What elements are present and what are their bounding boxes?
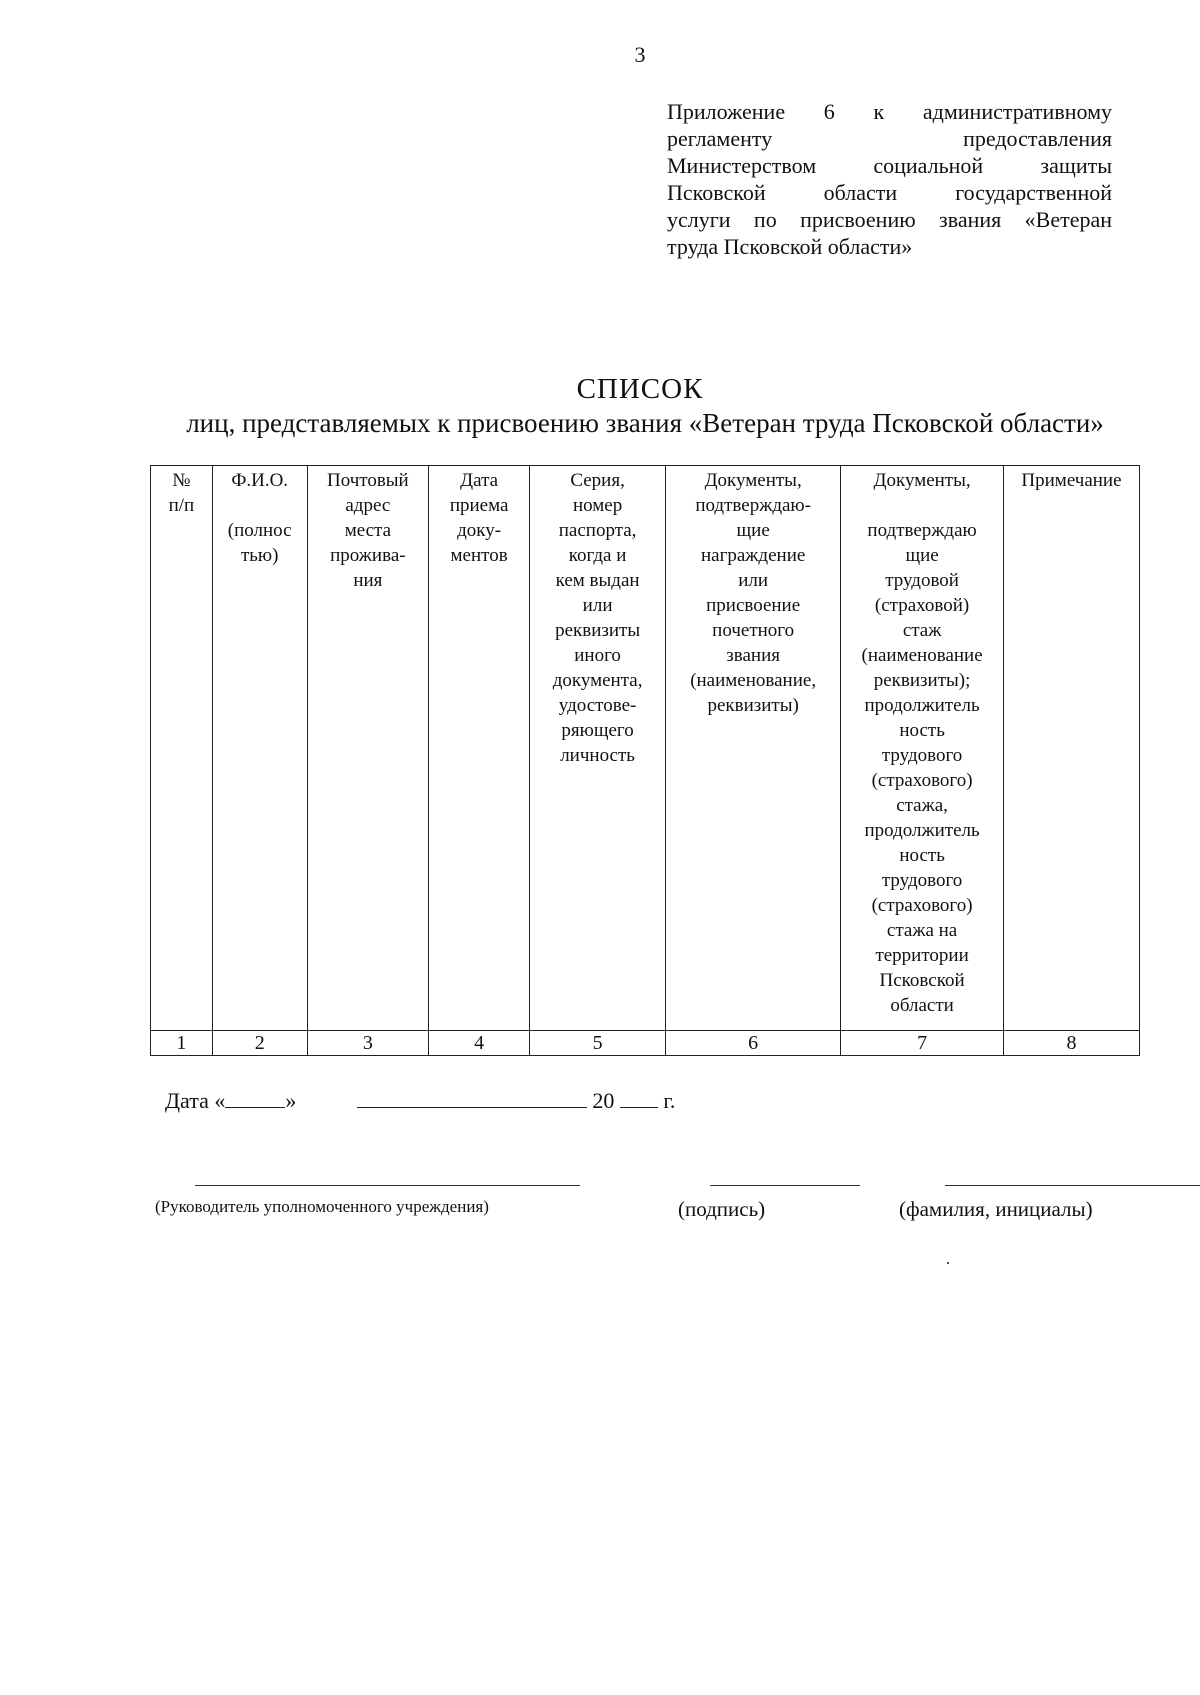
- header-line: подтверждаю-: [695, 495, 811, 516]
- appendix-line: регламенту предоставления: [667, 126, 1112, 151]
- appendix-line: Министерством социальной защиты: [667, 153, 1112, 178]
- date-close-quote: »: [285, 1088, 297, 1113]
- column-number-row: [151, 1031, 1140, 1056]
- header-line: области: [890, 995, 954, 1016]
- header-line: или: [582, 595, 613, 616]
- header-cell-fio: [212, 466, 307, 1031]
- header-line: звания: [726, 645, 780, 666]
- header-line: Примечание: [1021, 470, 1122, 491]
- header-line: ментов: [450, 545, 508, 566]
- date-year-prefix: 20: [592, 1088, 615, 1113]
- appendix-note: [667, 98, 1112, 260]
- header-line: щие: [905, 545, 939, 566]
- header-line: когда и: [568, 545, 627, 566]
- name-signature-line[interactable]: [945, 1185, 1200, 1186]
- header-line: Серия,: [570, 470, 625, 491]
- header-line: (страховой): [874, 595, 970, 616]
- document-title: СПИСОК: [576, 373, 704, 405]
- date-year-suffix: г.: [663, 1088, 676, 1113]
- date-label: Дата «: [165, 1088, 226, 1113]
- header-line: продолжитель: [864, 695, 980, 716]
- header-line: (страхового): [871, 895, 973, 916]
- header-line: личность: [560, 745, 635, 766]
- signature-line[interactable]: [710, 1185, 860, 1186]
- header-line: приема: [449, 495, 509, 516]
- header-line: иного: [574, 645, 621, 666]
- header-line: (наименование: [861, 645, 983, 666]
- header-line: Ф.И.О.: [231, 470, 289, 491]
- header-cell-date: [429, 466, 530, 1031]
- header-line: реквизиты: [555, 620, 641, 641]
- header-line: Документы,: [704, 470, 802, 491]
- header-line: трудового: [881, 870, 963, 891]
- header-line: удостове-: [558, 695, 637, 716]
- head-signature-line[interactable]: [195, 1185, 580, 1186]
- appendix-line: труда Псковской области»: [667, 234, 913, 259]
- header-line: (полнос: [227, 520, 292, 541]
- appendix-line: Псковской области государственной: [667, 180, 1112, 205]
- header-line: ность: [899, 845, 945, 866]
- column-number: 3: [307, 1031, 429, 1056]
- header-line: (наименование,: [690, 670, 817, 691]
- sign-label: (подпись): [678, 1197, 766, 1221]
- column-number: 4: [429, 1031, 530, 1056]
- header-line: подтверждаю: [867, 520, 977, 541]
- header-line: стажа на: [886, 920, 958, 941]
- header-line: стаж: [902, 620, 942, 641]
- header-line: трудового: [881, 745, 963, 766]
- header-line: щие: [736, 520, 770, 541]
- column-number: 1: [151, 1031, 213, 1056]
- head-label: (Руководитель уполномоченного учреждения): [155, 1197, 489, 1216]
- column-number: 7: [841, 1031, 1004, 1056]
- header-cell-address: [307, 466, 429, 1031]
- date-day-blank[interactable]: [225, 1089, 285, 1108]
- table-header-row: [151, 466, 1140, 1031]
- date-line: [165, 1088, 675, 1114]
- header-line: (страхового): [871, 770, 973, 791]
- signature-block: [155, 1185, 1125, 1235]
- header-line: территории: [875, 945, 969, 966]
- header-line: тью): [240, 545, 279, 566]
- header-line: прожива-: [330, 545, 406, 566]
- header-line: реквизиты): [707, 695, 799, 716]
- document-subtitle: лиц, представляемых к присвоению звания «Ветеран труда Псковской области»: [186, 408, 1104, 438]
- appendix-line: услуги по присвоению звания «Ветеран: [667, 207, 1112, 232]
- header-line: стажа,: [896, 795, 948, 816]
- header-line: номер: [572, 495, 623, 516]
- header-line: почетного: [712, 620, 795, 641]
- column-number: 2: [212, 1031, 307, 1056]
- header-line: трудовой: [885, 570, 959, 591]
- column-number: 5: [530, 1031, 666, 1056]
- header-line: продолжитель: [864, 820, 980, 841]
- header-line: присвоение: [706, 595, 801, 616]
- header-line: паспорта,: [558, 520, 637, 541]
- header-line: №: [172, 470, 191, 491]
- column-number: 8: [1003, 1031, 1139, 1056]
- page-number: 3: [634, 42, 646, 67]
- header-line: адрес: [345, 495, 391, 516]
- header-line: места: [344, 520, 392, 541]
- header-line: кем выдан: [555, 570, 640, 591]
- header-line: ность: [899, 720, 945, 741]
- header-line: доку-: [457, 520, 502, 541]
- header-line: Псковской: [879, 970, 965, 991]
- date-year-blank[interactable]: [620, 1089, 658, 1108]
- column-number: 6: [666, 1031, 841, 1056]
- header-cell-passport: [530, 466, 666, 1031]
- header-line: п/п: [168, 495, 195, 516]
- header-cell-awards: [666, 466, 841, 1031]
- header-line: Дата: [460, 470, 499, 491]
- header-line: Документы,: [873, 470, 971, 491]
- name-label: (фамилия, инициалы): [899, 1197, 1093, 1221]
- appendix-line: Приложение 6 к административному: [667, 99, 1112, 124]
- header-line: ния: [353, 570, 383, 591]
- nominees-table: [150, 465, 1140, 1056]
- header-line: или: [738, 570, 769, 591]
- header-line: документа,: [552, 670, 643, 691]
- header-line: [844, 493, 1000, 518]
- header-cell-seniority: [841, 466, 1004, 1031]
- header-line: [216, 493, 304, 518]
- stray-mark: [947, 1262, 949, 1264]
- header-line: награждение: [700, 545, 806, 566]
- header-cell-note: [1003, 466, 1139, 1031]
- header-cell-number: [151, 466, 213, 1031]
- header-line: реквизиты);: [873, 670, 971, 691]
- date-month-blank[interactable]: [357, 1089, 587, 1108]
- header-line: Почтовый: [326, 470, 409, 491]
- header-line: ряющего: [561, 720, 634, 741]
